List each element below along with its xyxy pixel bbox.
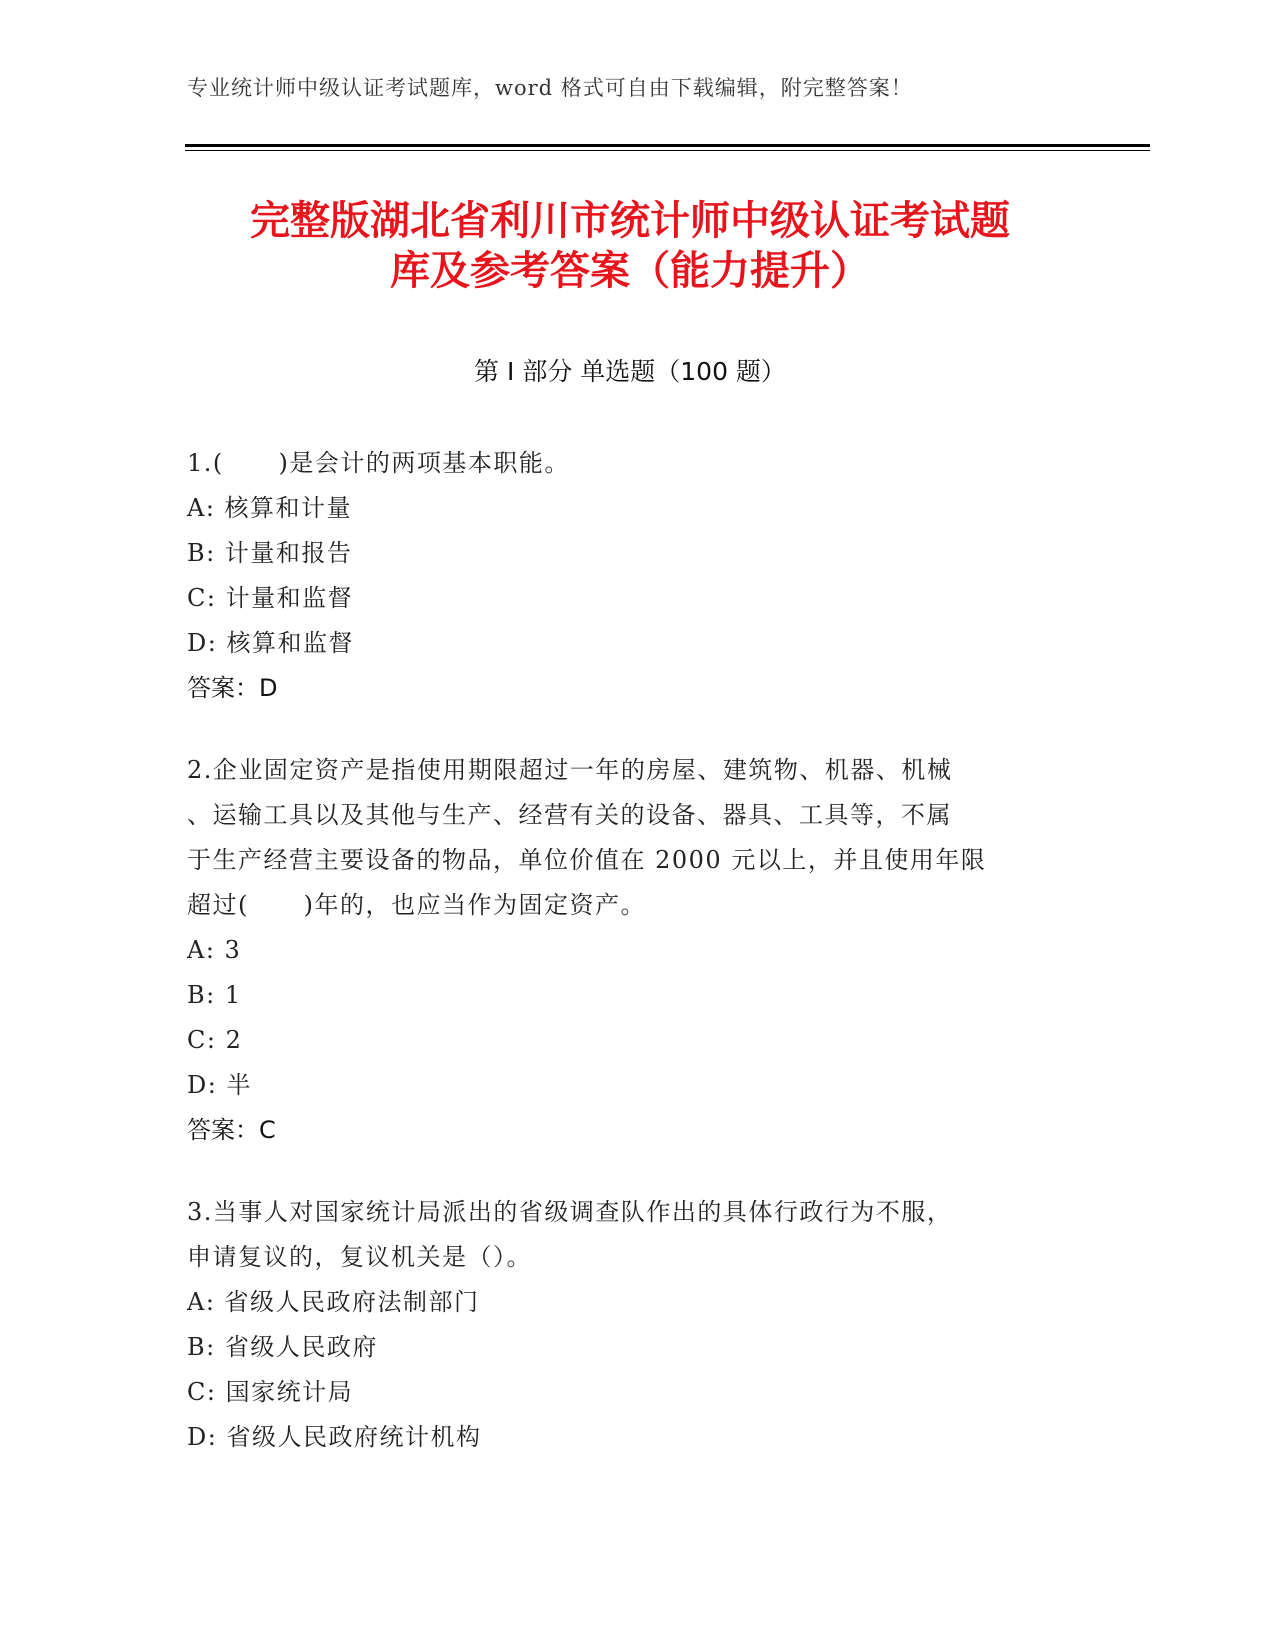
question-stem-line: 2.企业固定资产是指使用期限超过一年的房屋、建筑物、机器、机械 xyxy=(187,756,953,784)
title-line-1: 完整版湖北省利川市统计师中级认证考试题 xyxy=(250,198,1010,244)
option-d: D: 省级人民政府统计机构 xyxy=(187,1423,482,1451)
option-b: B: 省级人民政府 xyxy=(187,1333,378,1361)
option-d: D: 核算和监督 xyxy=(187,629,354,657)
question-stem-line: 、运输工具以及其他与生产、经营有关的设备、器具、工具等，不属 xyxy=(187,801,952,829)
question-1 xyxy=(187,441,1087,711)
section-title: 第 I 部分 单选题（100 题） xyxy=(474,357,786,386)
question-list xyxy=(187,441,1087,1497)
question-stem-line: 3.当事人对国家统计局派出的省级调查队作出的具体行政行为不服， xyxy=(187,1198,953,1226)
document-title xyxy=(185,196,1075,296)
option-b: B: 计量和报告 xyxy=(187,539,353,567)
option-a: A: 3 xyxy=(187,936,242,964)
header-rule-thick xyxy=(185,144,1150,147)
question-2 xyxy=(187,748,1087,1153)
option-b: B: 1 xyxy=(187,981,242,1009)
option-c: C: 计量和监督 xyxy=(187,584,354,612)
option-c: C: 2 xyxy=(187,1026,243,1054)
answer-label: 答案：D xyxy=(187,674,278,702)
question-stem-line: 1.( )是会计的两项基本职能。 xyxy=(187,449,570,477)
question-stem-line: 申请复议的，复议机关是（）。 xyxy=(187,1243,532,1271)
option-a: A: 核算和计量 xyxy=(187,494,353,522)
question-3 xyxy=(187,1190,1087,1460)
question-stem-line: 超过( )年的，也应当作为固定资产。 xyxy=(187,891,646,919)
header-note: 专业统计师中级认证考试题库，word 格式可自由下载编辑，附完整答案！ xyxy=(187,76,913,100)
answer-label: 答案：C xyxy=(187,1116,276,1144)
option-c: C: 国家统计局 xyxy=(187,1378,354,1406)
option-a: A: 省级人民政府法制部门 xyxy=(187,1288,480,1316)
question-stem-line: 于生产经营主要设备的物品，单位价值在 2000 元以上，并且使用年限 xyxy=(187,846,987,874)
title-line-2: 库及参考答案（能力提升） xyxy=(390,248,870,294)
option-d: D: 半 xyxy=(187,1071,252,1099)
header-rule-thin xyxy=(185,150,1150,151)
